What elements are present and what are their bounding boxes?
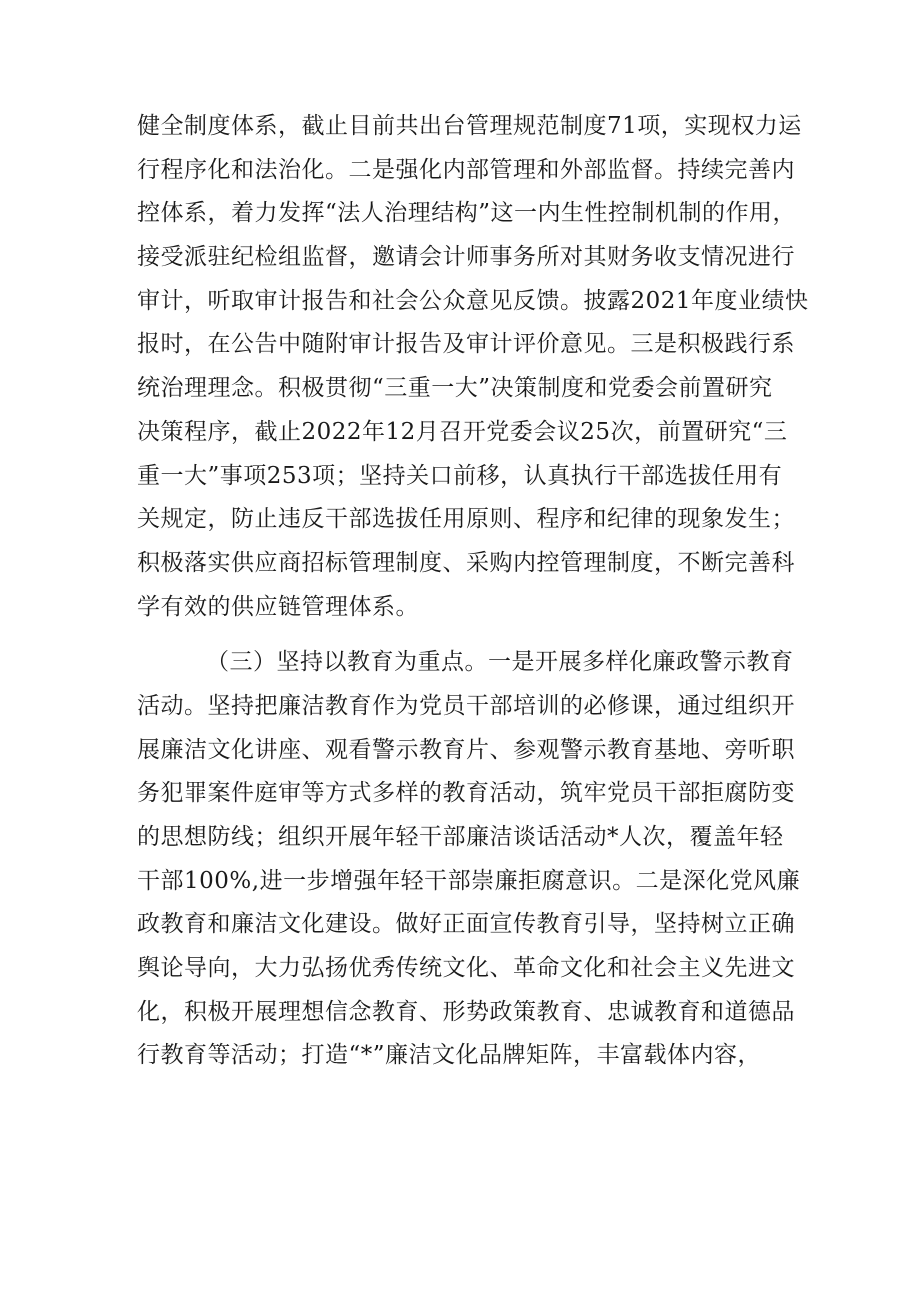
text-line: 学有效的供应链管理体系。 (137, 593, 419, 620)
text-line: 活动。坚持把廉洁教育作为党员干部培训的必修课，通过组织开 (137, 692, 795, 719)
text-line: 统治理理念。积极贯彻“三重一大”决策制度和党委会前置研究 (137, 375, 773, 402)
paragraph-1 (137, 105, 809, 629)
text-line: 舆论导向，大力弘扬优秀传统文化、革命文化和社会主义先进文 (137, 955, 795, 982)
text-line: 行教育等活动；打造“*”廉洁文化品牌矩阵，丰富载体内容， (137, 1042, 762, 1069)
text-line: 积极落实供应商招标管理制度、采购内控管理制度，不断完善科 (137, 549, 795, 576)
text-line: 的思想防线；组织开展年轻干部廉洁谈话活动*人次，覆盖年轻 (137, 824, 784, 850)
text-line: 健全制度体系，截止目前共出台管理规范制度71项，实现权力运 (137, 113, 802, 139)
text-line: 重一大”事项253项；坚持关口前移，认真执行干部选拔任用有 (137, 462, 783, 489)
text-line: 审计，听取审计报告和社会公众意见反馈。披露2021年度业绩快 (137, 287, 809, 314)
text-line: 关规定，防止违反干部选拔任用原则、程序和纪律的现象发生； (137, 506, 795, 533)
text-line: 行程序化和法治化。二是强化内部管理和外部监督。持续完善内 (137, 156, 795, 183)
text-line: 展廉洁文化讲座、观看警示教育片、参观警示教育基地、旁听职 (137, 736, 795, 763)
text-line: 决策程序，截止2022年12月召开党委会议25次，前置研究“三 (137, 418, 788, 445)
text-line: 报时，在公告中随附审计报告及审计评价意见。三是积极践行系 (137, 331, 795, 358)
text-line: 控体系，着力发挥“法人治理结构”这一内生性控制机制的作用， (137, 200, 797, 227)
paragraph-gap (137, 629, 787, 641)
text-line: 接受派驻纪检组监督，邀请会计师事务所对其财务收支情况进行 (137, 244, 795, 271)
text-line: 干部100%,进一步增强年轻干部崇廉拒腐意识。二是深化党风廉 (137, 867, 801, 894)
body-text (137, 105, 809, 1078)
paragraph-2 (137, 641, 801, 1078)
text-line: 务犯罪案件庭审等方式多样的教育活动，筑牢党员干部拒腐防变 (137, 780, 795, 807)
text-line: 政教育和廉洁文化建设。做好正面宣传教育引导，坚持树立正确 (137, 911, 795, 938)
text-line: 化，积极开展理想信念教育、形势政策教育、忠诚教育和道德品 (137, 998, 795, 1025)
text-line: （三）坚持以教育为重点。一是开展多样化廉政警示教育 (206, 649, 794, 676)
